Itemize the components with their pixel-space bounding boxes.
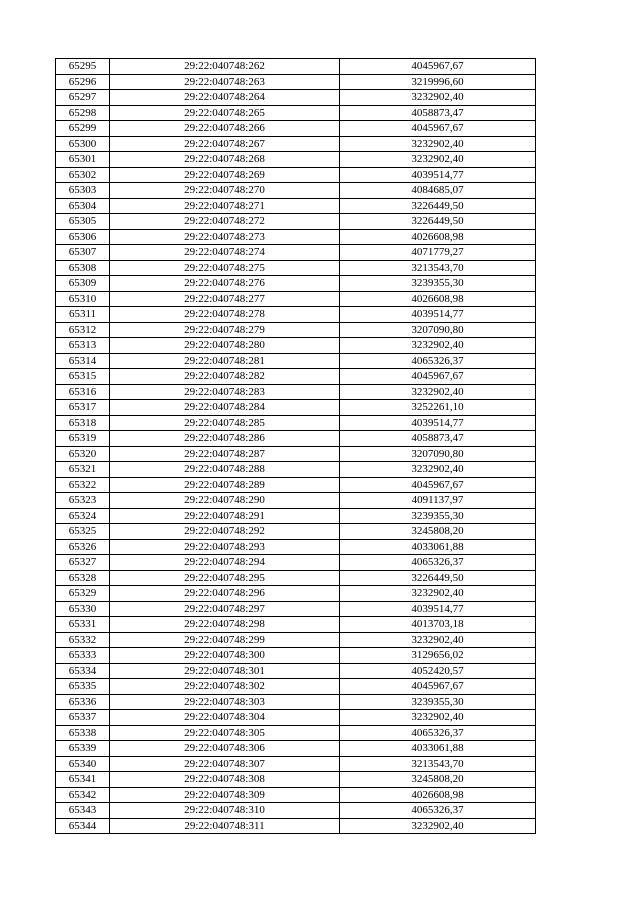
table-row <box>56 524 536 540</box>
cadastral-number-cell: 29:22:040748:309 <box>110 787 340 803</box>
cadastral-number-cell: 29:22:040748:278 <box>110 307 340 323</box>
table-row <box>56 632 536 648</box>
cadastral-number-cell: 29:22:040748:272 <box>110 214 340 230</box>
table-row <box>56 245 536 261</box>
row-number-cell: 65332 <box>56 632 110 648</box>
row-number-cell: 65305 <box>56 214 110 230</box>
row-number-cell: 65327 <box>56 555 110 571</box>
cadastral-value-cell: 4058873,47 <box>340 431 536 447</box>
cadastral-value-cell: 4065326,37 <box>340 555 536 571</box>
row-number-cell: 65302 <box>56 167 110 183</box>
row-number-cell: 65320 <box>56 446 110 462</box>
cadastral-number-cell: 29:22:040748:304 <box>110 710 340 726</box>
cadastral-value-cell: 3219996,60 <box>340 74 536 90</box>
table-row <box>56 105 536 121</box>
cadastral-number-cell: 29:22:040748:294 <box>110 555 340 571</box>
row-number-cell: 65306 <box>56 229 110 245</box>
cadastral-value-cell: 4045967,67 <box>340 679 536 695</box>
cadastral-number-cell: 29:22:040748:302 <box>110 679 340 695</box>
cadastral-value-cell: 4026608,98 <box>340 787 536 803</box>
row-number-cell: 65309 <box>56 276 110 292</box>
cadastral-value-cell: 3232902,40 <box>340 152 536 168</box>
cadastral-number-cell: 29:22:040748:262 <box>110 59 340 75</box>
row-number-cell: 65298 <box>56 105 110 121</box>
table-row <box>56 59 536 75</box>
row-number-cell: 65342 <box>56 787 110 803</box>
cadastral-number-cell: 29:22:040748:308 <box>110 772 340 788</box>
row-number-cell: 65340 <box>56 756 110 772</box>
cadastral-value-cell: 3232902,40 <box>340 136 536 152</box>
row-number-cell: 65335 <box>56 679 110 695</box>
row-number-cell: 65334 <box>56 663 110 679</box>
cadastral-number-cell: 29:22:040748:297 <box>110 601 340 617</box>
table-row <box>56 756 536 772</box>
cadastral-value-cell: 4084685,07 <box>340 183 536 199</box>
cadastral-value-cell: 3232902,40 <box>340 586 536 602</box>
cadastral-value-cell: 4052420,57 <box>340 663 536 679</box>
cadastral-value-cell: 4039514,77 <box>340 601 536 617</box>
cadastral-value-cell: 4039514,77 <box>340 167 536 183</box>
cadastral-number-cell: 29:22:040748:264 <box>110 90 340 106</box>
cadastral-number-cell: 29:22:040748:289 <box>110 477 340 493</box>
table-row <box>56 725 536 741</box>
cadastral-number-cell: 29:22:040748:290 <box>110 493 340 509</box>
cadastral-number-cell: 29:22:040748:273 <box>110 229 340 245</box>
table-row <box>56 679 536 695</box>
row-number-cell: 65319 <box>56 431 110 447</box>
cadastral-number-cell: 29:22:040748:284 <box>110 400 340 416</box>
cadastral-number-cell: 29:22:040748:311 <box>110 818 340 834</box>
row-number-cell: 65329 <box>56 586 110 602</box>
row-number-cell: 65303 <box>56 183 110 199</box>
row-number-cell: 65304 <box>56 198 110 214</box>
table-row <box>56 198 536 214</box>
table-row <box>56 276 536 292</box>
table-row <box>56 539 536 555</box>
cadastral-value-cell: 3239355,30 <box>340 508 536 524</box>
table-body <box>56 59 536 834</box>
cadastral-value-cell: 3207090,80 <box>340 446 536 462</box>
cadastral-value-cell: 4091137,97 <box>340 493 536 509</box>
cadastral-number-cell: 29:22:040748:281 <box>110 353 340 369</box>
cadastral-value-cell: 3239355,30 <box>340 276 536 292</box>
table-row <box>56 322 536 338</box>
row-number-cell: 65324 <box>56 508 110 524</box>
table-row <box>56 415 536 431</box>
row-number-cell: 65323 <box>56 493 110 509</box>
table-row <box>56 741 536 757</box>
cadastral-value-cell: 4045967,67 <box>340 121 536 137</box>
cadastral-value-cell: 4065326,37 <box>340 725 536 741</box>
row-number-cell: 65311 <box>56 307 110 323</box>
row-number-cell: 65296 <box>56 74 110 90</box>
table-row <box>56 617 536 633</box>
row-number-cell: 65308 <box>56 260 110 276</box>
table-row <box>56 338 536 354</box>
cadastral-value-cell: 3232902,40 <box>340 384 536 400</box>
cadastral-value-cell: 4045967,67 <box>340 369 536 385</box>
cadastral-number-cell: 29:22:040748:276 <box>110 276 340 292</box>
table-row <box>56 508 536 524</box>
table-row <box>56 307 536 323</box>
cadastral-value-cell: 3232902,40 <box>340 338 536 354</box>
cadastral-value-cell: 3226449,50 <box>340 198 536 214</box>
table-row <box>56 772 536 788</box>
cadastral-value-cell: 3252261,10 <box>340 400 536 416</box>
row-number-cell: 65307 <box>56 245 110 261</box>
row-number-cell: 65301 <box>56 152 110 168</box>
cadastral-value-cell: 3226449,50 <box>340 570 536 586</box>
cadastral-number-cell: 29:22:040748:286 <box>110 431 340 447</box>
cadastral-number-cell: 29:22:040748:270 <box>110 183 340 199</box>
cadastral-number-cell: 29:22:040748:307 <box>110 756 340 772</box>
cadastral-value-cell: 4033061,88 <box>340 741 536 757</box>
cadastral-number-cell: 29:22:040748:303 <box>110 694 340 710</box>
table-row <box>56 74 536 90</box>
cadastral-value-cell: 4065326,37 <box>340 803 536 819</box>
cadastral-number-cell: 29:22:040748:292 <box>110 524 340 540</box>
row-number-cell: 65343 <box>56 803 110 819</box>
cadastral-value-cell: 4013703,18 <box>340 617 536 633</box>
row-number-cell: 65325 <box>56 524 110 540</box>
cadastral-value-cell: 3232902,40 <box>340 632 536 648</box>
cadastral-number-cell: 29:22:040748:275 <box>110 260 340 276</box>
table-row <box>56 694 536 710</box>
cadastral-number-cell: 29:22:040748:293 <box>110 539 340 555</box>
cadastral-value-cell: 3232902,40 <box>340 462 536 478</box>
row-number-cell: 65341 <box>56 772 110 788</box>
cadastral-number-cell: 29:22:040748:300 <box>110 648 340 664</box>
cadastral-value-cell: 3245808,20 <box>340 524 536 540</box>
cadastral-number-cell: 29:22:040748:274 <box>110 245 340 261</box>
table-row <box>56 183 536 199</box>
cadastral-number-cell: 29:22:040748:269 <box>110 167 340 183</box>
cadastral-value-cell: 4045967,67 <box>340 477 536 493</box>
cadastral-number-cell: 29:22:040748:267 <box>110 136 340 152</box>
table-row <box>56 260 536 276</box>
row-number-cell: 65317 <box>56 400 110 416</box>
table-row <box>56 570 536 586</box>
table-row <box>56 555 536 571</box>
cadastral-number-cell: 29:22:040748:266 <box>110 121 340 137</box>
cadastral-value-cell: 3207090,80 <box>340 322 536 338</box>
table-row <box>56 446 536 462</box>
table-row <box>56 803 536 819</box>
cadastral-number-cell: 29:22:040748:263 <box>110 74 340 90</box>
table-row <box>56 229 536 245</box>
cadastral-value-cell: 4045967,67 <box>340 59 536 75</box>
cadastral-value-cell: 3129656,02 <box>340 648 536 664</box>
cadastral-number-cell: 29:22:040748:287 <box>110 446 340 462</box>
table-row <box>56 152 536 168</box>
table-row <box>56 462 536 478</box>
cadastral-value-cell: 3245808,20 <box>340 772 536 788</box>
cadastral-number-cell: 29:22:040748:305 <box>110 725 340 741</box>
cadastral-number-cell: 29:22:040748:298 <box>110 617 340 633</box>
cadastral-number-cell: 29:22:040748:285 <box>110 415 340 431</box>
cadastral-number-cell: 29:22:040748:265 <box>110 105 340 121</box>
table-row <box>56 477 536 493</box>
row-number-cell: 65337 <box>56 710 110 726</box>
cadastral-value-cell: 3232902,40 <box>340 90 536 106</box>
cadastral-value-cell: 3226449,50 <box>340 214 536 230</box>
row-number-cell: 65331 <box>56 617 110 633</box>
row-number-cell: 65330 <box>56 601 110 617</box>
cadastral-number-cell: 29:22:040748:291 <box>110 508 340 524</box>
table-row <box>56 663 536 679</box>
cadastral-value-cell: 4026608,98 <box>340 291 536 307</box>
row-number-cell: 65344 <box>56 818 110 834</box>
cadastral-value-cell: 4071779,27 <box>340 245 536 261</box>
cadastral-number-cell: 29:22:040748:301 <box>110 663 340 679</box>
cadastral-value-cell: 4039514,77 <box>340 415 536 431</box>
table-row <box>56 384 536 400</box>
cadastral-number-cell: 29:22:040748:268 <box>110 152 340 168</box>
row-number-cell: 65316 <box>56 384 110 400</box>
table-row <box>56 493 536 509</box>
cadastral-value-cell: 4026608,98 <box>340 229 536 245</box>
cadastral-value-cell: 3213543,70 <box>340 260 536 276</box>
row-number-cell: 65326 <box>56 539 110 555</box>
row-number-cell: 65314 <box>56 353 110 369</box>
cadastral-number-cell: 29:22:040748:310 <box>110 803 340 819</box>
row-number-cell: 65328 <box>56 570 110 586</box>
cadastral-value-cell: 4065326,37 <box>340 353 536 369</box>
cadastral-number-cell: 29:22:040748:296 <box>110 586 340 602</box>
table-row <box>56 431 536 447</box>
cadastral-number-cell: 29:22:040748:283 <box>110 384 340 400</box>
table-row <box>56 818 536 834</box>
table-row <box>56 214 536 230</box>
cadastral-number-cell: 29:22:040748:288 <box>110 462 340 478</box>
table-row <box>56 291 536 307</box>
cadastral-number-cell: 29:22:040748:280 <box>110 338 340 354</box>
cadastral-value-cell: 3239355,30 <box>340 694 536 710</box>
cadastral-value-cell: 3232902,40 <box>340 710 536 726</box>
row-number-cell: 65297 <box>56 90 110 106</box>
row-number-cell: 65322 <box>56 477 110 493</box>
table-row <box>56 167 536 183</box>
row-number-cell: 65312 <box>56 322 110 338</box>
row-number-cell: 65299 <box>56 121 110 137</box>
table-row <box>56 136 536 152</box>
row-number-cell: 65300 <box>56 136 110 152</box>
cadastral-value-cell: 3232902,40 <box>340 818 536 834</box>
cadastral-number-cell: 29:22:040748:277 <box>110 291 340 307</box>
cadastral-number-cell: 29:22:040748:306 <box>110 741 340 757</box>
table-row <box>56 400 536 416</box>
row-number-cell: 65318 <box>56 415 110 431</box>
row-number-cell: 65338 <box>56 725 110 741</box>
row-number-cell: 65321 <box>56 462 110 478</box>
table-row <box>56 601 536 617</box>
table-row <box>56 648 536 664</box>
row-number-cell: 65313 <box>56 338 110 354</box>
cadastral-value-cell: 4039514,77 <box>340 307 536 323</box>
cadastral-value-cell: 4033061,88 <box>340 539 536 555</box>
row-number-cell: 65339 <box>56 741 110 757</box>
cadastral-value-cell: 4058873,47 <box>340 105 536 121</box>
table-row <box>56 586 536 602</box>
row-number-cell: 65336 <box>56 694 110 710</box>
table-row <box>56 710 536 726</box>
cadastral-value-table <box>55 58 536 834</box>
cadastral-number-cell: 29:22:040748:282 <box>110 369 340 385</box>
table-row <box>56 353 536 369</box>
cadastral-value-cell: 3213543,70 <box>340 756 536 772</box>
table-row <box>56 121 536 137</box>
cadastral-number-cell: 29:22:040748:279 <box>110 322 340 338</box>
cadastral-number-cell: 29:22:040748:271 <box>110 198 340 214</box>
cadastral-number-cell: 29:22:040748:299 <box>110 632 340 648</box>
table-row <box>56 369 536 385</box>
row-number-cell: 65310 <box>56 291 110 307</box>
cadastral-number-cell: 29:22:040748:295 <box>110 570 340 586</box>
row-number-cell: 65295 <box>56 59 110 75</box>
row-number-cell: 65315 <box>56 369 110 385</box>
row-number-cell: 65333 <box>56 648 110 664</box>
table-row <box>56 90 536 106</box>
table-row <box>56 787 536 803</box>
